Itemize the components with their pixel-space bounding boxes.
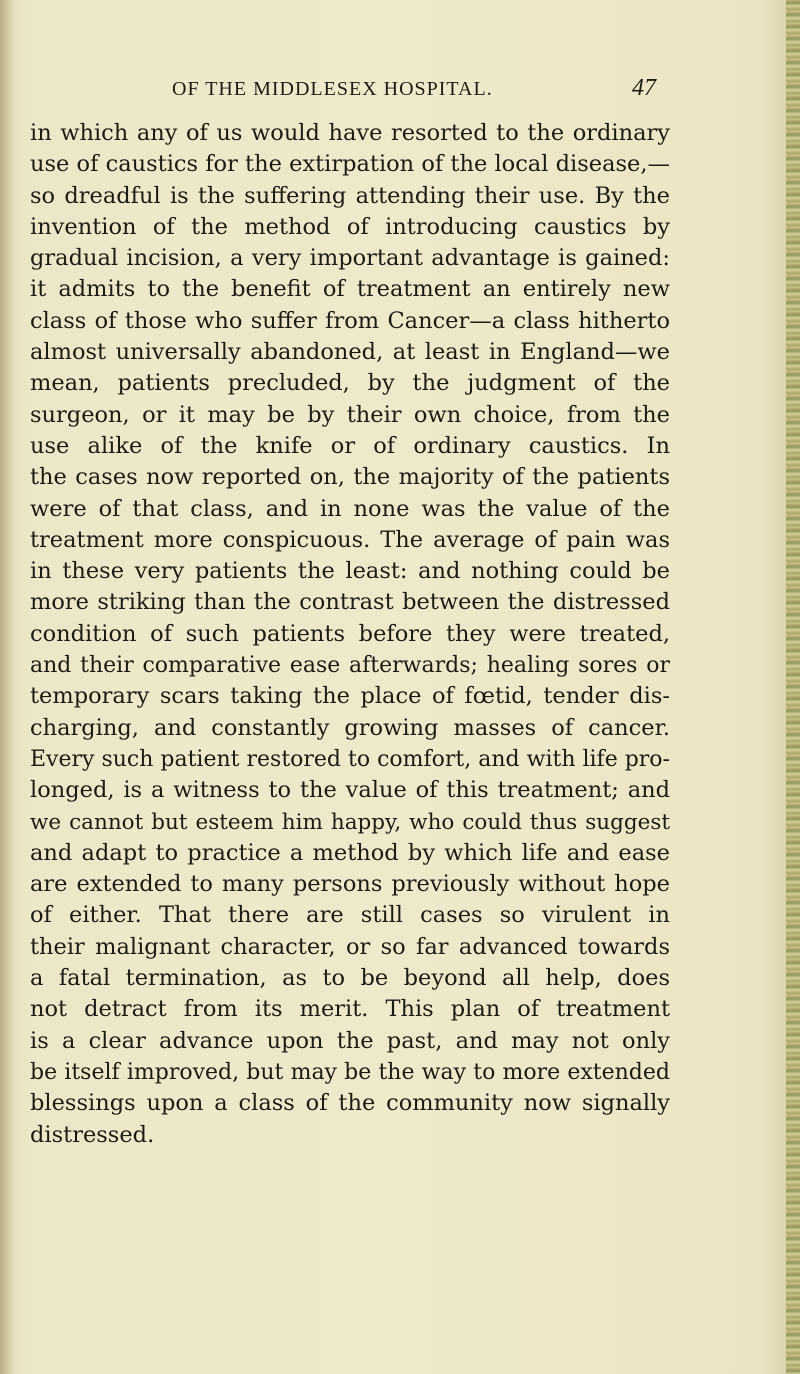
page-number: 47 xyxy=(632,75,656,101)
text-line: their malignant character, or so far advanced towards xyxy=(30,933,670,960)
text-line: use of caustics for the extirpation of the local disease,— xyxy=(30,151,670,178)
text-line: in which any of us would have resorted to the ordinary xyxy=(30,120,670,146)
text-line: of either. That there are still cases so virulent in xyxy=(30,902,670,929)
text-line: charging, and constantly growing masses of cancer. xyxy=(30,714,670,741)
text-line: were of that class, and in none was the value of the xyxy=(30,495,670,522)
text-line: in these very patients the least: and nothing could be xyxy=(30,558,670,585)
text-line: mean, patients precluded, by the judgment of the xyxy=(30,370,670,397)
body-text xyxy=(30,118,670,1151)
text-line: and adapt to practice a method by which life and ease xyxy=(30,839,670,866)
text-line: blessings upon a class of the community now signally xyxy=(30,1090,670,1117)
gutter-shadow xyxy=(0,0,14,1374)
text-line: distressed. xyxy=(30,1121,155,1148)
text-line: almost universally abandoned, at least in England—we xyxy=(30,339,670,366)
text-line: we cannot but esteem him happy, who could thus suggest xyxy=(30,809,670,835)
text-line: so dreadful is the suffering attending their use. By the xyxy=(30,182,670,209)
text-line: gradual incision, a very important advantage is gained: xyxy=(30,245,670,272)
text-line: it admits to the benefit of treatment an entirely new xyxy=(30,276,670,303)
text-line: the cases now reported on, the majority of the patients xyxy=(30,464,670,491)
text-line: condition of such patients before they were treated, xyxy=(30,620,670,647)
text-line: surgeon, or it may be by their own choice, from the xyxy=(30,401,670,428)
text-line: and their comparative ease afterwards; healing sores or xyxy=(30,653,670,679)
text-line: are extended to many persons previously without hope xyxy=(30,871,670,898)
text-line: more striking than the contrast between the distressed xyxy=(30,589,670,616)
text-line: longed, is a witness to the value of this treatment; and xyxy=(30,777,670,804)
text-line: Every such patient restored to comfort, and with life pro- xyxy=(30,746,670,772)
text-line: a fatal termination, as to be beyond all help, does xyxy=(30,965,670,992)
text-line: be itself improved, but may be the way to more extended xyxy=(30,1059,670,1085)
text-line: treatment more conspicuous. The average of pain was xyxy=(30,526,670,553)
text-line: is a clear advance upon the past, and may not only xyxy=(30,1027,670,1054)
page-edge xyxy=(786,0,800,1374)
text-line: temporary scars taking the place of fœtid, tender dis- xyxy=(30,683,670,710)
text-line: use alike of the knife or of ordinary caustics. In xyxy=(30,432,670,459)
running-head: OF THE MIDDLESEX HOSPITAL. xyxy=(172,78,493,100)
text-line: class of those who suffer from Cancer—a class hitherto xyxy=(30,307,670,334)
text-line: not detract from its merit. This plan of treatment xyxy=(30,996,670,1023)
text-line: invention of the method of introducing caustics by xyxy=(30,213,670,240)
